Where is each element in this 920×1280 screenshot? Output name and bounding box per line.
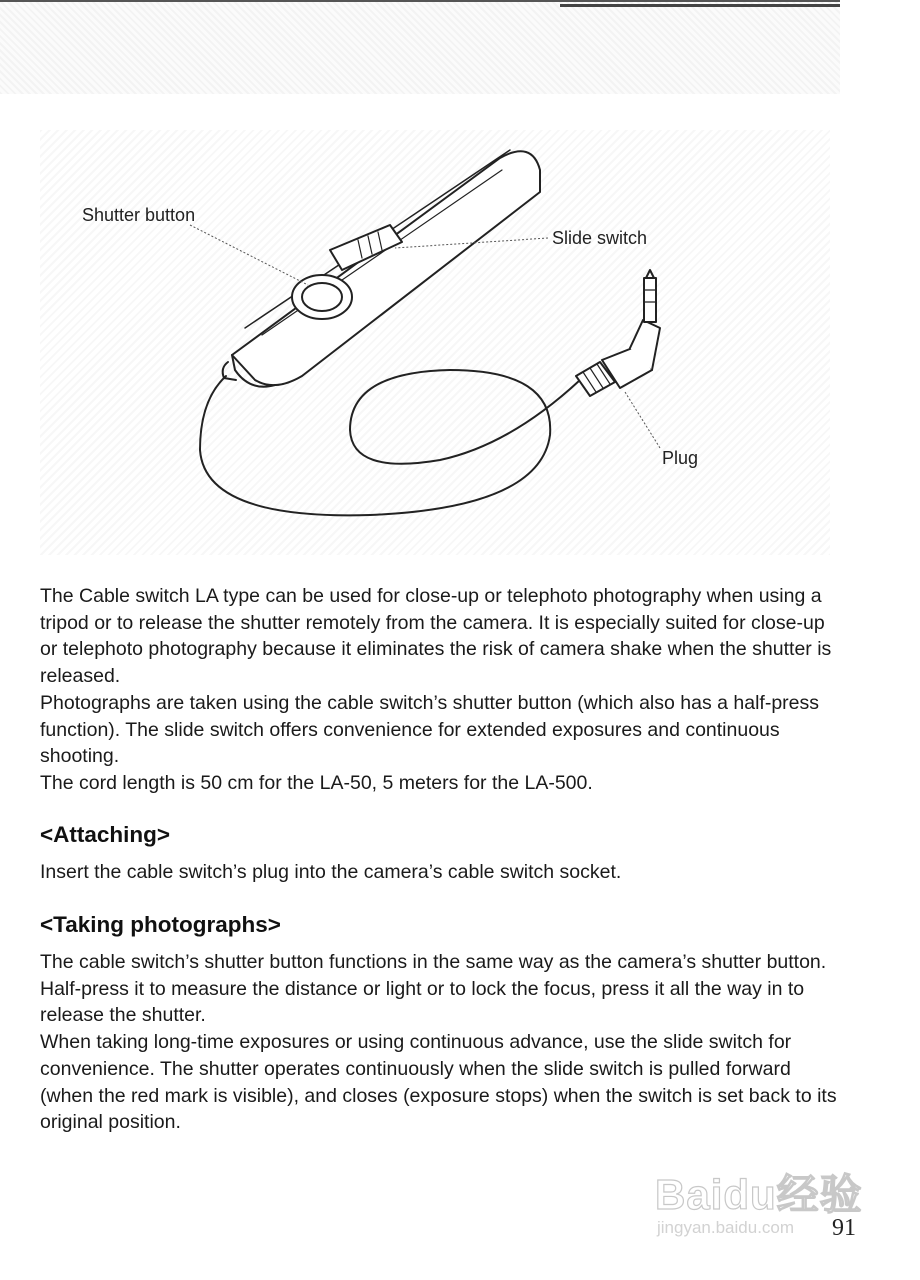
watermark-url: jingyan.baidu.com [657, 1218, 795, 1237]
remote-body [232, 151, 540, 385]
taking-photographs-heading: <Taking photographs> [40, 912, 281, 937]
attaching-paragraph: Insert the cable switch’s plug into the camera’s cable switch socket. [40, 861, 622, 883]
cable-cord [200, 370, 580, 515]
header-rule [560, 4, 840, 7]
header-band [0, 0, 840, 94]
page-number: 91 [832, 1215, 856, 1241]
taking-photographs-paragraph: When taking long-time exposures or using continuous advance, use the slide switch for convenience. The shutter operates continuously when the slide switch is pulled forward (when the red mark is visible), and closes (exposure stops) when the switch is set back to its original position. [40, 1031, 837, 1134]
shutter-button-label: Shutter button [82, 205, 196, 225]
taking-photographs-section [40, 949, 840, 1136]
cable-switch-illustration [40, 130, 830, 555]
intro-paragraph: The Cable switch LA type can be used for close-up or telephoto photography when using a tripod or to release the shutter remotely from the camera. It is especially suited for close-up or telephoto photography because it eliminates the risk of camera shake when the shutter is released. [40, 585, 832, 688]
slide-switch-label: Slide switch [552, 228, 648, 248]
attaching-heading: <Attaching> [40, 822, 171, 847]
watermark-logo: Baidu经验 [655, 1171, 863, 1218]
attaching-text [40, 859, 840, 886]
plug-pin [644, 278, 656, 322]
intro-section [40, 583, 840, 797]
intro-paragraph: The cord length is 50 cm for the LA-50, 5 meters for the LA-500. [40, 771, 593, 794]
intro-paragraph: Photographs are taken using the cable switch’s shutter button (which also has a half-press function). The slide switch offers convenience for extended exposures and continuous shooting. [40, 691, 820, 768]
plug-label: Plug [662, 448, 699, 468]
taking-photographs-paragraph: The cable switch’s shutter button functions in the same way as the camera’s shutter button. Half-press it to measure the distance or light or to lock the focus, press it all the way in to release the shutter. [40, 951, 827, 1027]
cable-switch-drawing [40, 130, 830, 555]
